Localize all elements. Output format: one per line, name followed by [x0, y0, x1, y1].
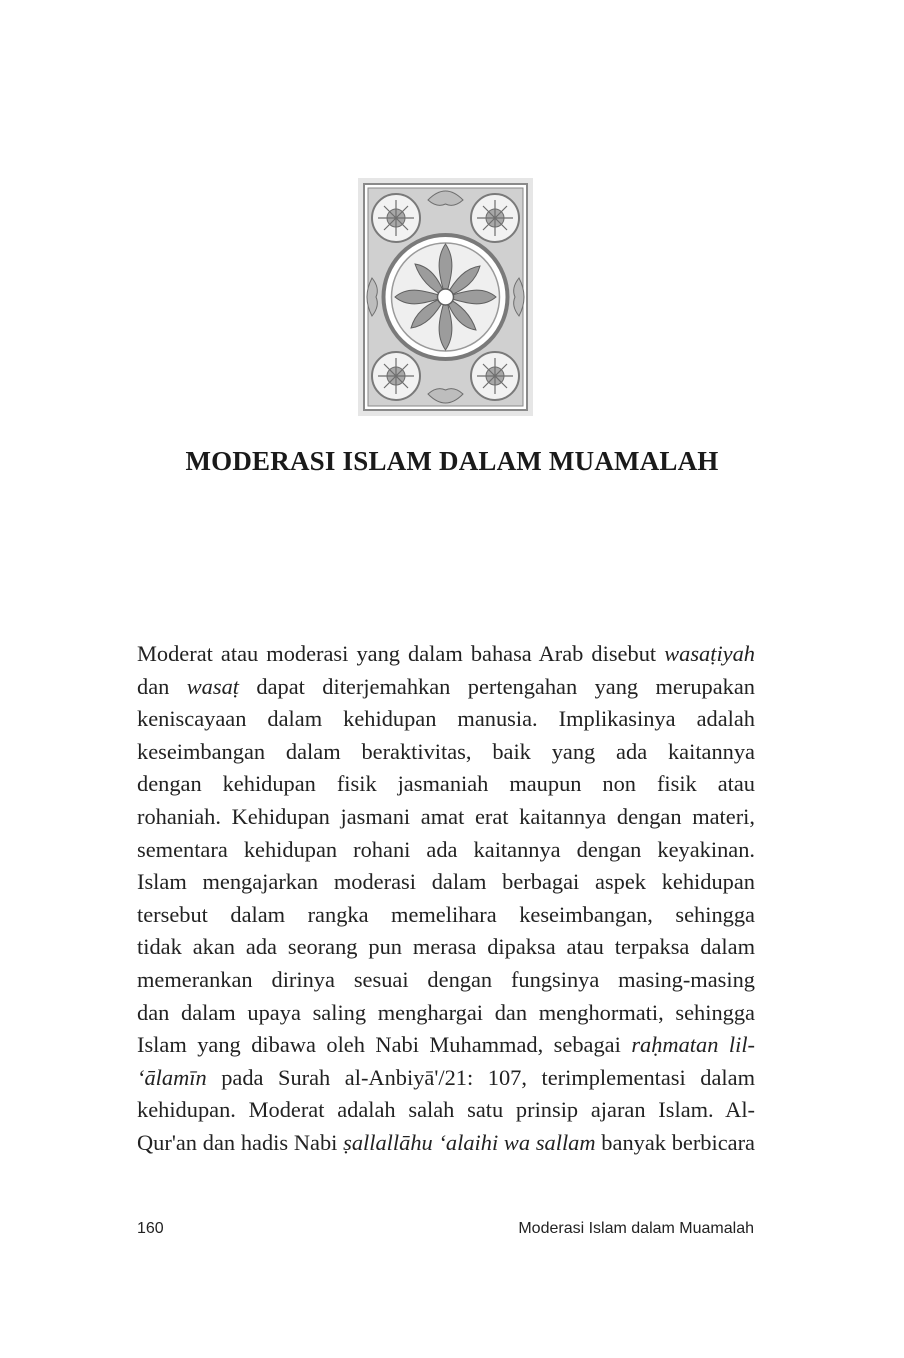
text-line: Islam yang dibawa oleh Nabi Muhammad, sebagai raḥmatan lil-	[137, 1032, 755, 1058]
text-line: dan wasaṭ dapat diterjemahkan pertengahan yang merupakan	[137, 673, 755, 699]
text-line: kehidupan. Moderat adalah salah satu prinsip ajaran Islam. Al-	[137, 1097, 755, 1123]
text-line: tidak akan ada seorang pun merasa dipaksa atau terpaksa dalam	[137, 934, 755, 960]
text-line: keseimbangan dalam beraktivitas, baik yang ada kaitannya	[137, 738, 755, 764]
text-line: dengan kehidupan fisik jasmaniah maupun non fisik atau	[137, 771, 755, 797]
text-line: sementara kehidupan rohani ada kaitannya dengan keyakinan.	[137, 836, 755, 862]
text-line: memerankan dirinya sesuai dengan fungsinya masing-masing	[137, 966, 755, 992]
text-line: keniscayaan dalam kehidupan manusia. Implikasinya adalah	[137, 706, 755, 732]
running-title: Moderasi Islam dalam Muamalah	[518, 1220, 754, 1237]
text-line: Qur'an dan hadis Nabi ṣallallāhu ‘alaihi wa sallam banyak berbicara	[137, 1129, 755, 1155]
chapter-title: MODERASI ISLAM DALAM MUAMALAH	[185, 446, 719, 476]
text-line: Islam mengajarkan moderasi dalam berbagai aspek kehidupan	[137, 869, 755, 895]
text-line: dan dalam upaya saling menghargai dan menghormati, sehingga	[137, 999, 755, 1025]
floral-tile-ornament-icon	[358, 178, 533, 416]
body-paragraph	[137, 638, 755, 1160]
text-line: ‘ālamīn pada Surah al-Anbiyā'/21: 107, terimplementasi dalam	[137, 1064, 755, 1090]
text-line: rohaniah. Kehidupan jasmani amat erat kaitannya dengan materi,	[137, 803, 755, 829]
text-line: tersebut dalam rangka memelihara keseimbangan, sehingga	[137, 901, 755, 927]
page-number: 160	[137, 1220, 164, 1237]
text-line: Moderat atau moderasi yang dalam bahasa Arab disebut wasaṭiyah	[137, 641, 755, 666]
